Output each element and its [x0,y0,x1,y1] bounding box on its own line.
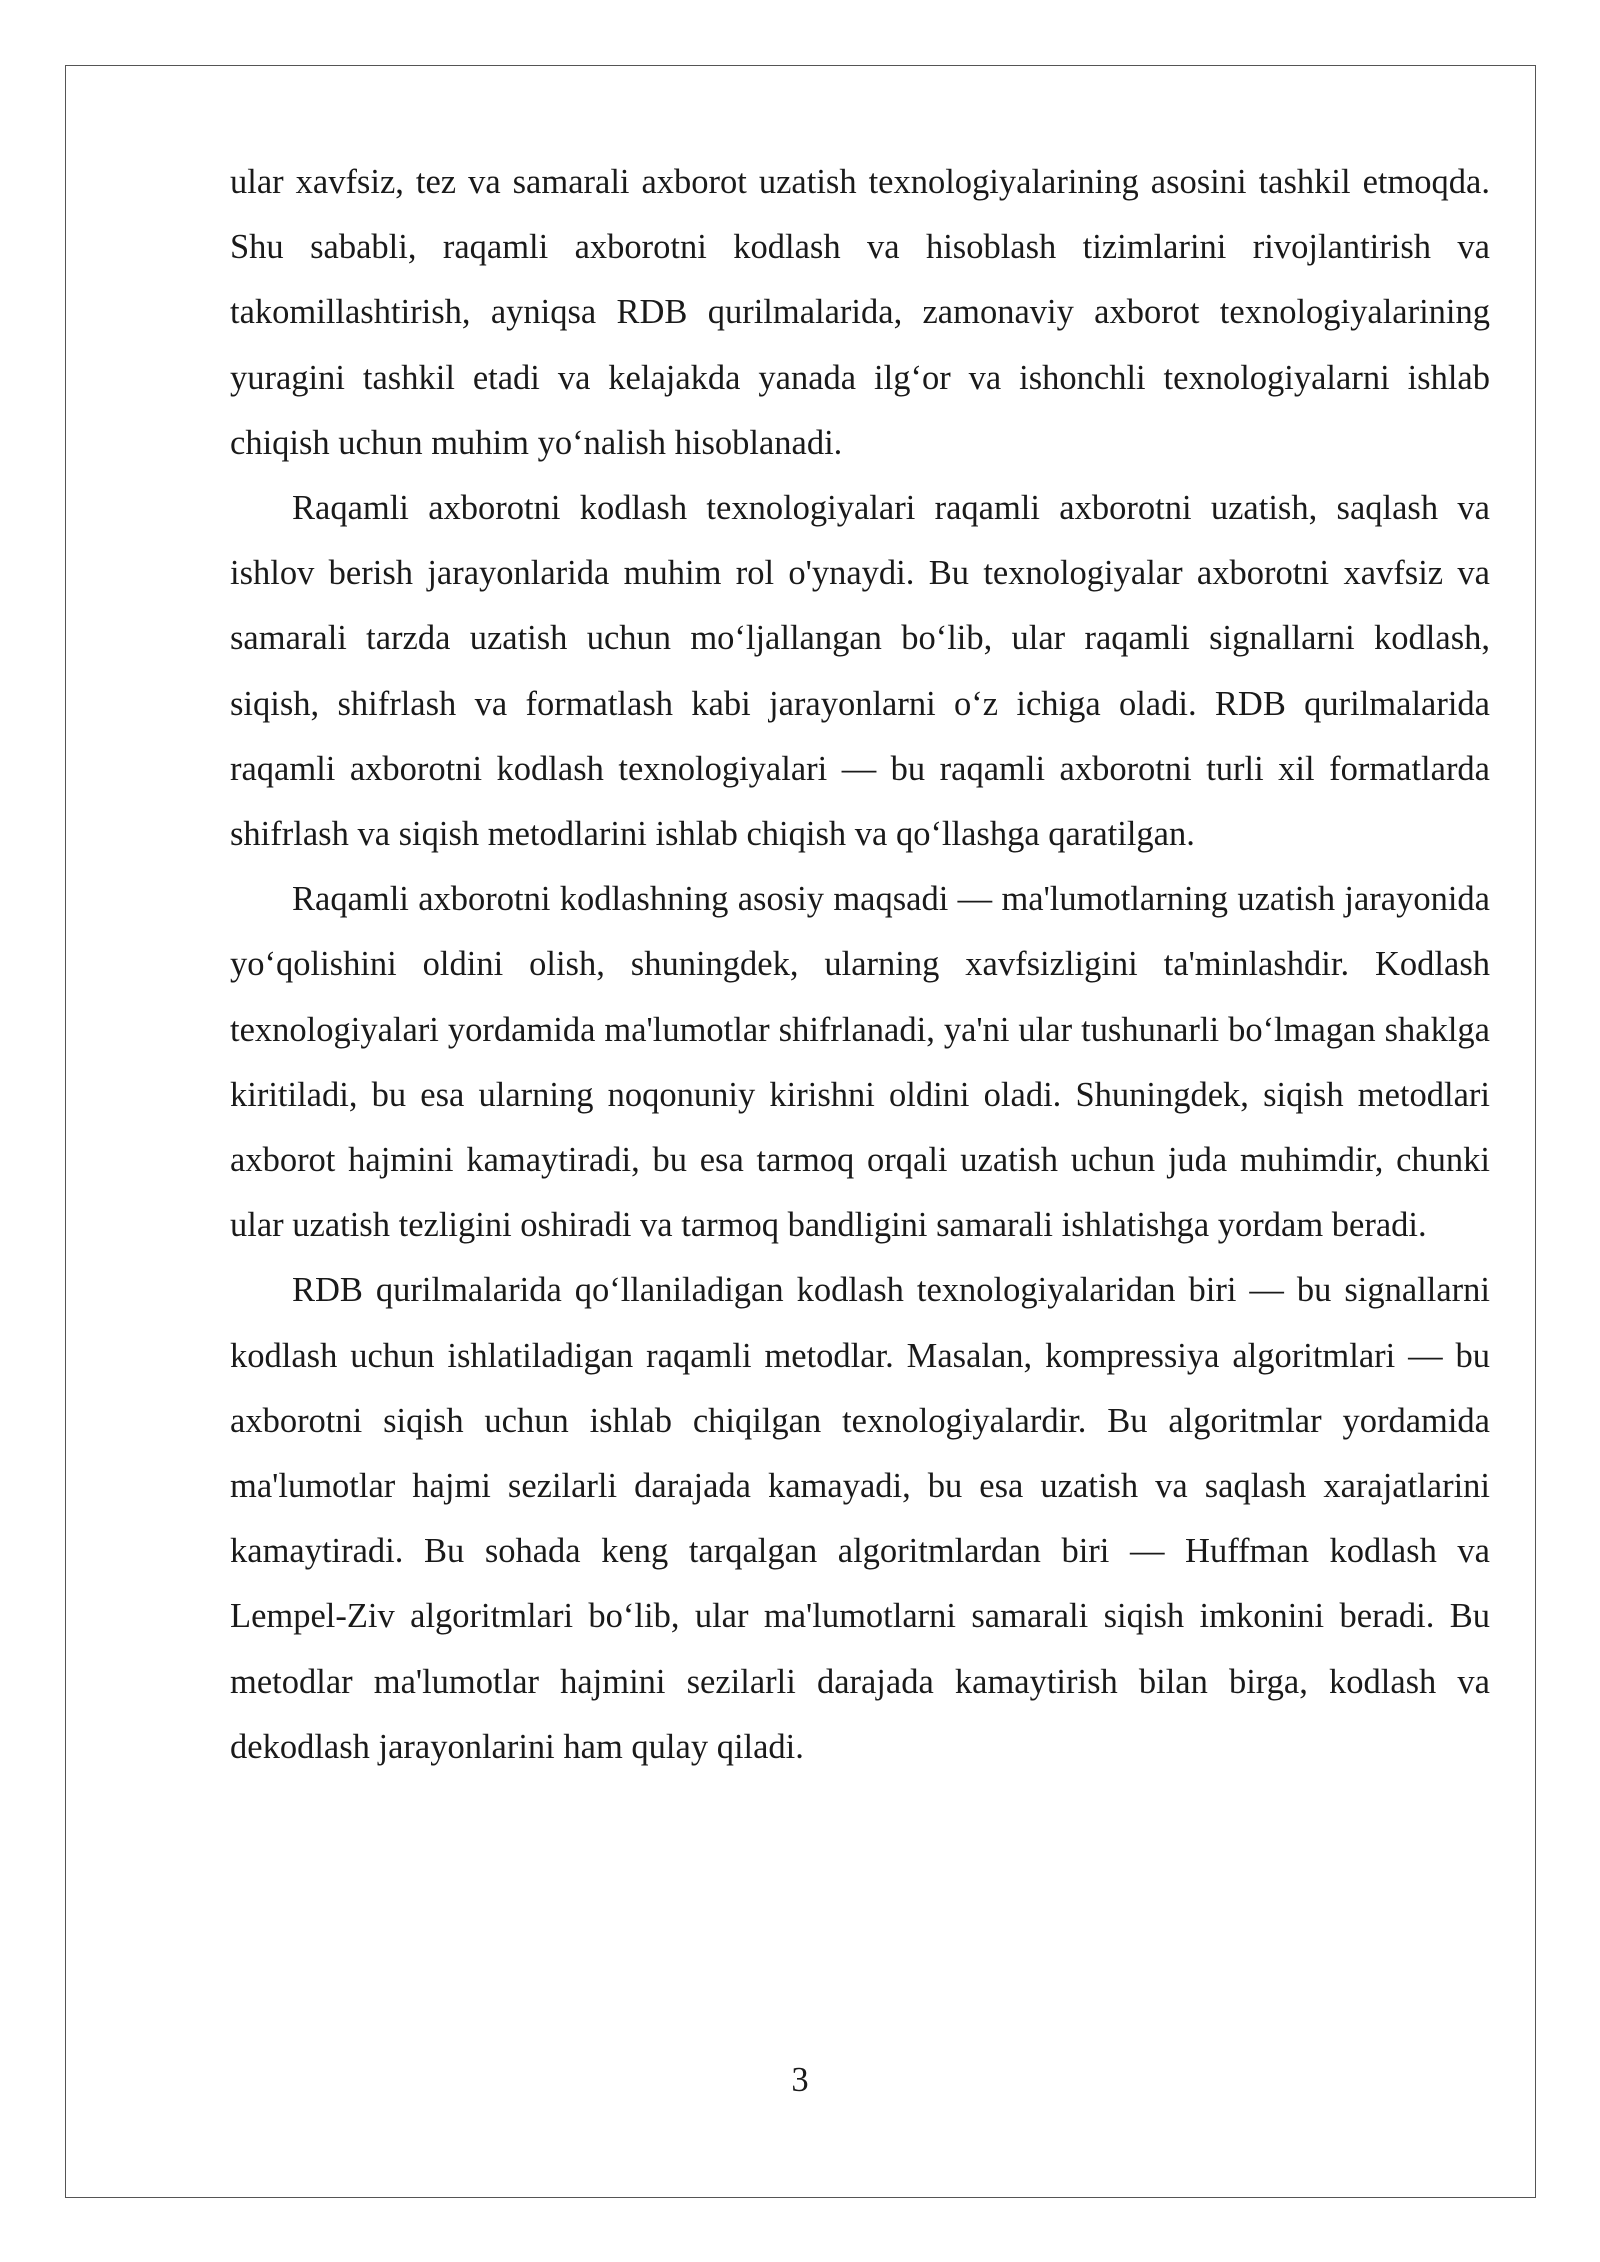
paragraph: RDB qurilmalarida qo‘llaniladigan kodlash texnologiyalaridan biri — bu signallarni kodlash uchun ishlatiladigan raqamli metodlar. Masalan, kompressiya algoritmlari — bu axborotni siqish uchun ishlab chiqilgan texnologiyalardir. Bu algoritmlar yordamida ma'lumotlar hajmi sezilarli darajada kamayadi, bu esa uzatish va saqlash xarajatlarini kamaytiradi. Bu sohada keng tarqalgan algoritmlardan biri — Huffman kodlash va Lempel-Ziv algoritmlari bo‘lib, ular ma'lumotlarni samarali siqish imkonini beradi. Bu metodlar ma'lumotlar hajmini sezilarli darajada kamaytirish bilan birga, kodlash va dekodlash jarayonlarini ham qulay qiladi. [230,1271,1490,1766]
paragraph-continuation: ular xavfsiz, tez va samarali axborot uzatish texnologiyalarining asosini tashkil etmoqda. Shu sababli, raqamli axborotni kodlash va hisoblash tizimlarini rivojlantirish va takomillashtirish, ayniqsa RDB qurilmalarida, zamonaviy axborot texnologiyalarining yuragini tashkil etadi va kelajakda yanada ilg‘or va ishonchli texnologiyalarni ishlab chiqish uchun muhim yo‘nalish hisoblanadi. [230,163,1490,462]
paragraph: Raqamli axborotni kodlashning asosiy maqsadi — ma'lumotlarning uzatish jarayonida yo‘qolishini oldini olish, shuningdek, ularning xavfsizligini ta'minlashdir. Kodlash texnologiyalari yordamida ma'lumotlar shifrlanadi, ya'ni ular tushunarli bo‘lmagan shaklga kiritiladi, bu esa ularning noqonuniy kirishni oldini oladi. Shuningdek, siqish metodlari axborot hajmini kamaytiradi, bu esa tarmoq orqali uzatish uchun juda muhimdir, chunki ular uzatish tezligini oshiradi va tarmoq bandligini samarali ishlatishga yordam beradi. [230,880,1490,1245]
document-body [230,150,1490,1780]
paragraph: Raqamli axborotni kodlash texnologiyalari raqamli axborotni uzatish, saqlash va ishlov berish jarayonlarida muhim rol o'ynaydi. Bu texnologiyalar axborotni xavfsiz va samarali tarzda uzatish uchun mo‘ljallangan bo‘lib, ular raqamli signallarni kodlash, siqish, shifrlash va formatlash kabi jarayonlarni o‘z ichiga oladi. RDB qurilmalarida raqamli axborotni kodlash texnologiyalari — bu raqamli axborotni turli xil formatlarda shifrlash va siqish metodlarini ishlab chiqish va qo‘llashga qaratilgan. [230,489,1490,854]
page-number: 3 [791,2061,809,2099]
